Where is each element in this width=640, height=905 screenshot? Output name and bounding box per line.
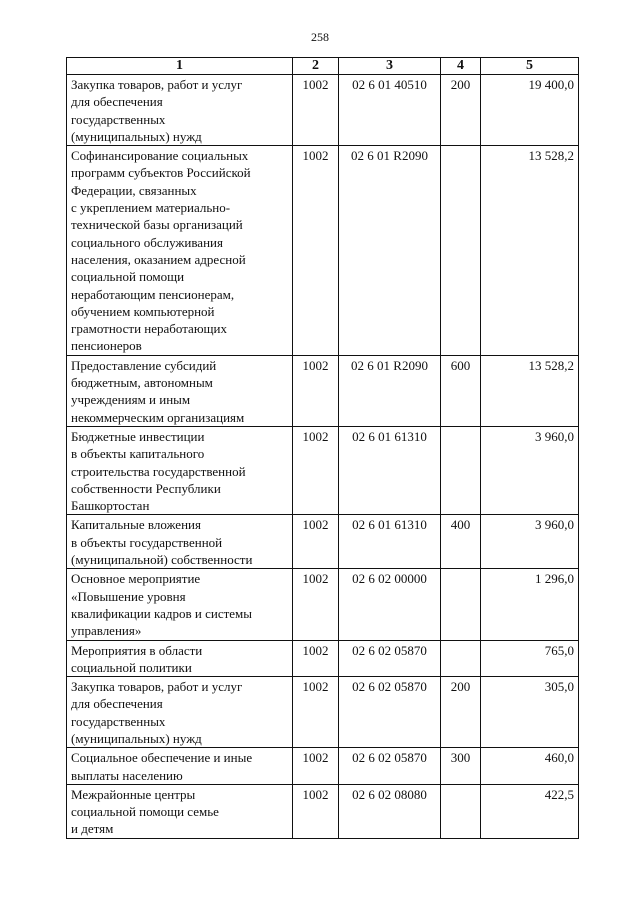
- row-name-line: учреждениям и иным: [71, 392, 191, 408]
- row-name: [67, 677, 293, 748]
- row-name: [67, 515, 293, 569]
- row-program-code: 02 6 01 61310: [339, 426, 441, 514]
- row-name-line: Мероприятия в области: [71, 642, 203, 658]
- table-row: [67, 75, 579, 146]
- row-program-code: 02 6 01 61310: [339, 515, 441, 569]
- row-program-code: 02 6 02 05870: [339, 640, 441, 677]
- row-section: 1002: [293, 355, 339, 426]
- row-section: 1002: [293, 784, 339, 838]
- row-amount: 3 960,0: [481, 426, 579, 514]
- row-name-line: социальной помощи семье: [71, 804, 219, 820]
- row-program-code: 02 6 01 40510: [339, 75, 441, 146]
- row-amount: 460,0: [481, 748, 579, 785]
- header-col-2: 2: [293, 58, 339, 75]
- header-col-1: 1: [67, 58, 293, 75]
- row-expense-type: 200: [441, 677, 481, 748]
- row-name-line: некоммерческим организациям: [71, 409, 245, 425]
- row-program-code: 02 6 02 05870: [339, 748, 441, 785]
- row-expense-type: 600: [441, 355, 481, 426]
- row-name-line: социальной помощи: [71, 269, 185, 285]
- table-row: [67, 355, 579, 426]
- table-row: [67, 515, 579, 569]
- row-name: [67, 146, 293, 356]
- row-section: 1002: [293, 640, 339, 677]
- row-expense-type: 400: [441, 515, 481, 569]
- row-name-line: неработающим пенсионерам,: [71, 286, 235, 302]
- row-name-line: Предоставление субсидий: [71, 357, 217, 373]
- row-name: [67, 355, 293, 426]
- row-amount: 13 528,2: [481, 146, 579, 356]
- row-name-line: Башкортостан: [71, 498, 150, 514]
- header-col-3: 3: [339, 58, 441, 75]
- row-name-line: в объекты капитального: [71, 446, 205, 462]
- row-name-line: Социальное обеспечение и иные: [71, 750, 253, 766]
- row-amount: 765,0: [481, 640, 579, 677]
- page-number: 258: [311, 30, 329, 44]
- row-name-line: государственных: [71, 713, 166, 729]
- row-section: 1002: [293, 75, 339, 146]
- row-name-line: Федерации, связанных: [71, 182, 197, 198]
- row-amount: 13 528,2: [481, 355, 579, 426]
- row-name-line: населения, оказанием адресной: [71, 251, 246, 267]
- row-name-line: технической базы организаций: [71, 217, 243, 233]
- row-program-code: 02 6 02 05870: [339, 677, 441, 748]
- table-row: [67, 426, 579, 514]
- row-name-line: бюджетным, автономным: [71, 375, 213, 391]
- table-row: [67, 784, 579, 838]
- budget-table: [66, 57, 579, 839]
- row-program-code: 02 6 02 00000: [339, 569, 441, 640]
- row-amount: 1 296,0: [481, 569, 579, 640]
- row-name-line: выплаты населению: [71, 767, 183, 783]
- row-expense-type: [441, 146, 481, 356]
- table-row: [67, 569, 579, 640]
- row-program-code: 02 6 01 R2090: [339, 146, 441, 356]
- row-amount: 305,0: [481, 677, 579, 748]
- row-name-line: для обеспечения: [71, 696, 163, 712]
- row-name-line: Межрайонные центры: [71, 786, 196, 802]
- row-section: 1002: [293, 426, 339, 514]
- row-expense-type: [441, 640, 481, 677]
- row-name-line: (муниципальных) нужд: [71, 730, 202, 746]
- row-name-line: «Повышение уровня: [71, 588, 186, 604]
- row-name-line: Основное мероприятие: [71, 571, 201, 587]
- row-expense-type: 300: [441, 748, 481, 785]
- table-row: [67, 677, 579, 748]
- row-name-line: Софинансирование социальных: [71, 148, 249, 164]
- row-name-line: Бюджетные инвестиции: [71, 428, 205, 444]
- row-name-line: социальной политики: [71, 659, 192, 675]
- row-section: 1002: [293, 569, 339, 640]
- row-expense-type: [441, 569, 481, 640]
- row-name-line: управления»: [71, 623, 142, 639]
- row-name-line: обучением компьютерной: [71, 303, 215, 319]
- row-name: [67, 426, 293, 514]
- row-name: [67, 75, 293, 146]
- row-amount: 3 960,0: [481, 515, 579, 569]
- row-name: [67, 569, 293, 640]
- row-amount: 422,5: [481, 784, 579, 838]
- row-section: 1002: [293, 515, 339, 569]
- table-row: [67, 748, 579, 785]
- row-name: [67, 640, 293, 677]
- table-row: [67, 146, 579, 356]
- row-name-line: для обеспечения: [71, 94, 163, 110]
- row-name-line: социального обслуживания: [71, 234, 223, 250]
- row-name-line: государственных: [71, 111, 166, 127]
- row-name-line: Капитальные вложения: [71, 517, 201, 533]
- row-name-line: Закупка товаров, работ и услуг: [71, 77, 243, 92]
- row-name-line: пенсионеров: [71, 338, 142, 354]
- row-section: 1002: [293, 748, 339, 785]
- row-name-line: грамотности неработающих: [71, 321, 228, 337]
- row-section: 1002: [293, 146, 339, 356]
- row-name-line: (муниципальной) собственности: [71, 552, 253, 568]
- row-name-line: строительства государственной: [71, 463, 246, 479]
- row-name: [67, 748, 293, 785]
- header-col-4: 4: [441, 58, 481, 75]
- row-name-line: Закупка товаров, работ и услуг: [71, 679, 243, 695]
- row-name-line: в объекты государственной: [71, 534, 223, 550]
- row-program-code: 02 6 01 R2090: [339, 355, 441, 426]
- row-name-line: собственности Республики: [71, 480, 221, 496]
- header-col-5: 5: [481, 58, 579, 75]
- row-name-line: с укреплением материально-: [71, 200, 231, 216]
- row-name-line: квалификации кадров и системы: [71, 605, 253, 621]
- row-expense-type: [441, 426, 481, 514]
- row-name-line: (муниципальных) нужд: [71, 128, 202, 144]
- row-program-code: 02 6 02 08080: [339, 784, 441, 838]
- table-row: [67, 640, 579, 677]
- header-row: [67, 58, 579, 75]
- row-expense-type: [441, 784, 481, 838]
- row-section: 1002: [293, 677, 339, 748]
- row-amount: 19 400,0: [481, 75, 579, 146]
- row-name: [67, 784, 293, 838]
- row-name-line: и детям: [71, 821, 114, 837]
- row-expense-type: 200: [441, 75, 481, 146]
- row-name-line: программ субъектов Российской: [71, 165, 251, 181]
